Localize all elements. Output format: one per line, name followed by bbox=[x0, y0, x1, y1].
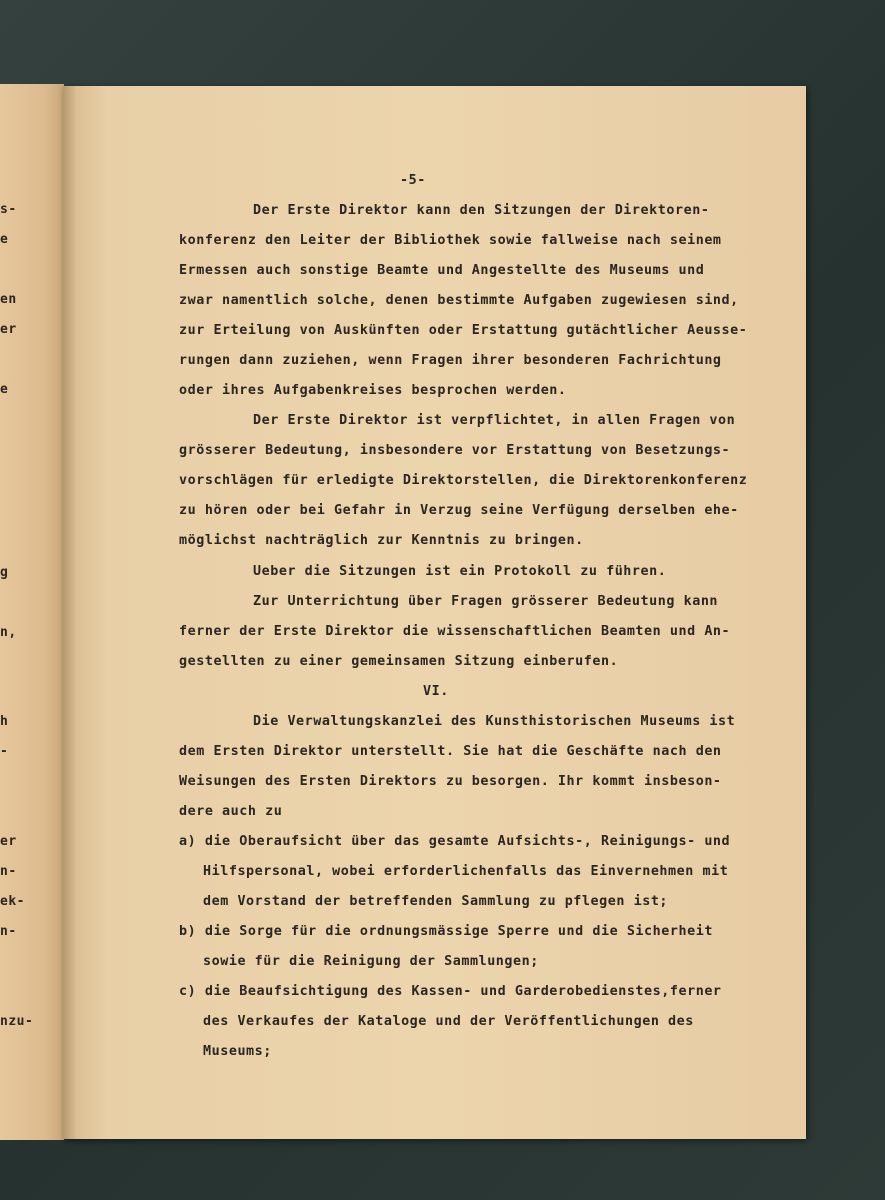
left-fragment: h bbox=[0, 714, 9, 729]
left-fragment: s- bbox=[0, 202, 17, 217]
text-line: dere auch zu bbox=[179, 804, 283, 819]
left-fragment: er bbox=[0, 322, 17, 337]
text-line: zur Erteilung von Auskünften oder Erstattung gutächtlicher Aeusse- bbox=[179, 323, 748, 338]
left-page-edge bbox=[0, 84, 64, 1140]
text-line: ferner der Erste Direktor die wissenschaftlichen Beamten und An- bbox=[179, 624, 731, 639]
text-line: möglichst nachträglich zur Kenntnis zu bringen. bbox=[179, 533, 584, 548]
text-line: Der Erste Direktor ist verpflichtet, in allen Fragen von bbox=[253, 413, 736, 428]
text-line: zwar namentlich solche, denen bestimmte Aufgaben zugewiesen sind, bbox=[179, 293, 739, 308]
text-line: vorschlägen für erledigte Direktorstellen, die Direktorenkonferenz bbox=[179, 473, 748, 488]
left-fragment: n, bbox=[0, 625, 17, 640]
text-line: oder ihres Aufgabenkreises besprochen werden. bbox=[179, 383, 567, 398]
left-fragment: ek- bbox=[0, 894, 25, 909]
text-line: rungen dann zuziehen, wenn Fragen ihrer besonderen Fachrichtung bbox=[179, 353, 722, 368]
text-line: Der Erste Direktor kann den Sitzungen der Direktoren- bbox=[253, 203, 710, 218]
text-line: dem Ersten Direktor unterstellt. Sie hat die Geschäfte nach den bbox=[179, 744, 722, 759]
page-number: -5- bbox=[400, 173, 426, 188]
left-fragment: nzu- bbox=[0, 1014, 34, 1029]
text-line: des Verkaufes der Kataloge und der Veröffentlichungen des bbox=[203, 1014, 694, 1029]
text-line: dem Vorstand der betreffenden Sammlung zu pflegen ist; bbox=[203, 894, 669, 909]
left-fragment: en bbox=[0, 292, 17, 307]
left-fragment: g bbox=[0, 565, 9, 580]
text-line: grösserer Bedeutung, insbesondere vor Erstattung von Besetzungs- bbox=[179, 443, 731, 458]
text-line: gestellten zu einer gemeinsamen Sitzung einberufen. bbox=[179, 654, 619, 669]
text-line: Ueber die Sitzungen ist ein Protokoll zu führen. bbox=[253, 564, 667, 579]
page-gutter-shadow bbox=[63, 86, 77, 1139]
left-fragment: n- bbox=[0, 864, 17, 879]
left-fragment: er bbox=[0, 834, 17, 849]
left-fragment: - bbox=[0, 744, 9, 759]
text-line: Hilfspersonal, wobei erforderlichenfalls das Einvernehmen mit bbox=[203, 864, 729, 879]
text-line: Museums; bbox=[203, 1044, 272, 1059]
list-item-c: c) die Beaufsichtigung des Kassen- und Garderobedienstes,ferner bbox=[179, 984, 722, 999]
list-item-a: a) die Oberaufsicht über das gesamte Aufsichts-, Reinigungs- und bbox=[179, 834, 731, 849]
text-line: sowie für die Reinigung der Sammlungen; bbox=[203, 954, 539, 969]
list-item-b: b) die Sorge für die ordnungsmässige Sperre und die Sicherheit bbox=[179, 924, 713, 939]
document-page bbox=[63, 86, 806, 1139]
left-fragment: e bbox=[0, 232, 9, 247]
left-fragment: n- bbox=[0, 924, 17, 939]
text-line: zu hören oder bei Gefahr in Verzug seine Verfügung derselben ehe- bbox=[179, 503, 739, 518]
text-line: Zur Unterrichtung über Fragen grösserer Bedeutung kann bbox=[253, 594, 719, 609]
left-fragment: e bbox=[0, 382, 9, 397]
text-line: Die Verwaltungskanzlei des Kunsthistorischen Museums ist bbox=[253, 714, 736, 729]
text-line: Weisungen des Ersten Direktors zu besorgen. Ihr kommt insbeson- bbox=[179, 774, 722, 789]
section-heading: VI. bbox=[423, 684, 449, 699]
text-line: konferenz den Leiter der Bibliothek sowie fallweise nach seinem bbox=[179, 233, 722, 248]
text-line: Ermessen auch sonstige Beamte und Angestellte des Museums und bbox=[179, 263, 705, 278]
